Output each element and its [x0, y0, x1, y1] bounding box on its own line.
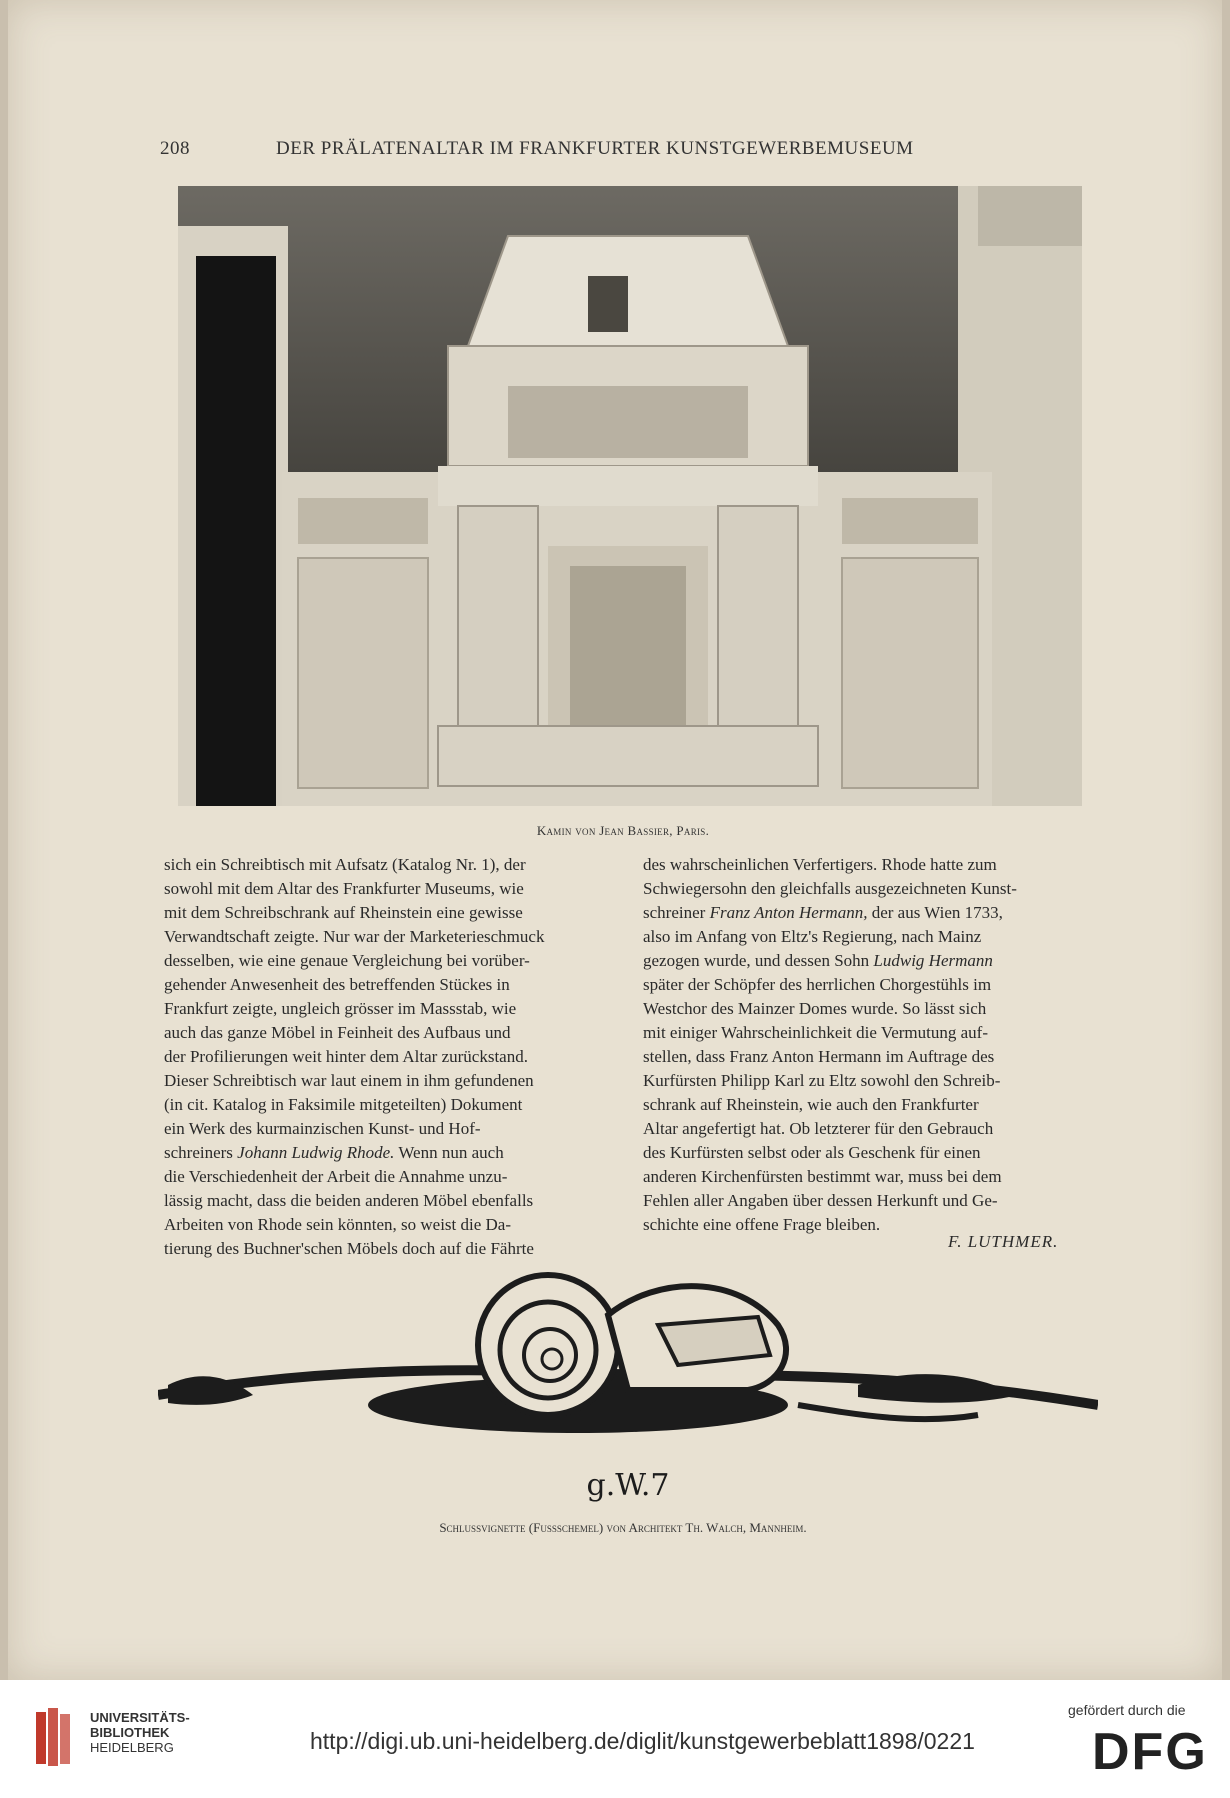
permalink-url[interactable]: http://digi.ub.uni-heidelberg.de/diglit/kunstgewerbeblatt1898/0221	[310, 1728, 975, 1754]
text-segment: schreiner	[643, 903, 706, 922]
text-line: schrank auf Rheinstein, wie auch den Frankfurter	[643, 1095, 979, 1114]
library-name-line: BIBLIOTHEK	[90, 1725, 170, 1740]
text-segment: gezogen wurde, und dessen Sohn	[643, 951, 870, 970]
text-line: die Verschiedenheit der Arbeit die Annahme unzu-	[164, 1167, 508, 1186]
dfg-logo: DFG	[1092, 1723, 1208, 1781]
text-line: lässig macht, dass die beiden anderen Möbel ebenfalls	[164, 1191, 534, 1210]
text-line: stellen, dass Franz Anton Hermann im Auftrage des	[643, 1047, 995, 1066]
text-line: sowohl mit dem Altar des Frankfurter Museums, wie	[164, 879, 524, 898]
monogram	[587, 1468, 670, 1503]
author-signature: F. LUTHMER.	[948, 1232, 1059, 1251]
running-title: DER PRÄLATENALTAR IM FRANKFURTER KUNSTGEWERBEMUSEUM	[276, 138, 914, 159]
text-line: sich ein Schreibtisch mit Aufsatz (Katalog Nr. 1), der	[164, 855, 526, 874]
page-number: 208	[160, 138, 190, 159]
text-line: der Profilierungen weit hinter dem Altar zurückstand.	[164, 1047, 528, 1066]
text-line: Westchor des Mainzer Domes wurde. So lässt sich	[643, 999, 987, 1018]
text-segment: der aus Wien 1733,	[871, 903, 1003, 922]
text-line: (in cit. Katalog in Faksimile mitgeteilten) Dokument	[164, 1095, 523, 1114]
text-line	[643, 901, 1098, 925]
library-name-line: UNIVERSITÄTS-	[90, 1710, 190, 1725]
library-name	[90, 1710, 190, 1755]
text-segment: Wenn nun auch	[398, 1143, 504, 1162]
snail-vignette	[158, 1255, 1098, 1525]
text-line: Altar angefertigt hat. Ob letzterer für den Gebrauch	[643, 1119, 994, 1138]
text-column-right	[643, 853, 1098, 1237]
text-line: Kurfürsten Philipp Karl zu Eltz sowohl den Schreib-	[643, 1071, 1001, 1090]
text-line: Schwiegersohn den gleichfalls ausgezeichneten Kunst-	[643, 879, 1017, 898]
text-line: Frankfurt zeigte, ungleich grösser im Massstab, wie	[164, 999, 517, 1018]
text-line: mit dem Schreibschrank auf Rheinstein eine gewisse	[164, 903, 523, 922]
scanned-page	[8, 0, 1222, 1680]
funded-by-label: gefördert durch die	[1068, 1702, 1186, 1718]
photo-caption: Kamin von Jean Bassier, Paris.	[536, 823, 710, 838]
text-line: auch das ganze Möbel in Feinheit des Aufbaus und	[164, 1023, 511, 1042]
fireplace-photograph	[178, 186, 1082, 806]
university-library-logo-icon	[34, 1706, 78, 1770]
text-line: schichte eine offene Frage bleiben.	[643, 1215, 881, 1234]
snail-ornament	[158, 1255, 1098, 1525]
person-name: Johann Ludwig Rhode.	[237, 1143, 395, 1162]
text-line: mit einiger Wahrscheinlichkeit die Vermutung auf-	[643, 1023, 988, 1042]
text-segment: schreiners	[164, 1143, 233, 1162]
text-line: also im Anfang von Eltz's Regierung, nach Mainz	[643, 927, 982, 946]
text-line: gehender Anwesenheit des betreffenden Stückes in	[164, 975, 510, 994]
text-line: Verwandtschaft zeigte. Nur war der Marketerieschmuck	[164, 927, 545, 946]
text-line: tierung des Buchner'schen Möbels doch auf die Fährte	[164, 1239, 534, 1258]
fireplace-illustration	[178, 186, 1082, 806]
text-line	[643, 949, 1098, 973]
text-line: Dieser Schreibtisch war laut einem in ihm gefundenen	[164, 1071, 534, 1090]
text-line: Arbeiten von Rhode sein könnten, so weist die Da-	[164, 1215, 512, 1234]
digitization-footer	[0, 1680, 1230, 1798]
vignette-caption: Schlussvignette (Fussschemel) von Architekt Th. Walch, Mannheim.	[439, 1520, 807, 1535]
text-line: des wahrscheinlichen Verfertigers. Rhode hatte zum	[643, 855, 997, 874]
text-line: des Kurfürsten selbst oder als Geschenk für einen	[643, 1143, 981, 1162]
library-name-line: HEIDELBERG	[90, 1740, 174, 1755]
text-line: später der Schöpfer des herrlichen Chorgestühls im	[643, 975, 992, 994]
text-line: anderen Kirchenfürsten bestimmt war, muss bei dem	[643, 1167, 1002, 1186]
person-name: Ludwig Hermann	[873, 951, 993, 970]
text-line: desselben, wie eine genaue Vergleichung bei vorüber-	[164, 951, 530, 970]
text-line: Fehlen aller Angaben über dessen Herkunft und Ge-	[643, 1191, 998, 1210]
text-line: ein Werk des kurmainzischen Kunst- und Hof-	[164, 1119, 481, 1138]
text-line	[164, 1141, 619, 1165]
text-column-left	[164, 853, 619, 1261]
person-name: Franz Anton Hermann,	[709, 903, 868, 922]
monogram-text: g.W.7	[586, 1468, 670, 1503]
